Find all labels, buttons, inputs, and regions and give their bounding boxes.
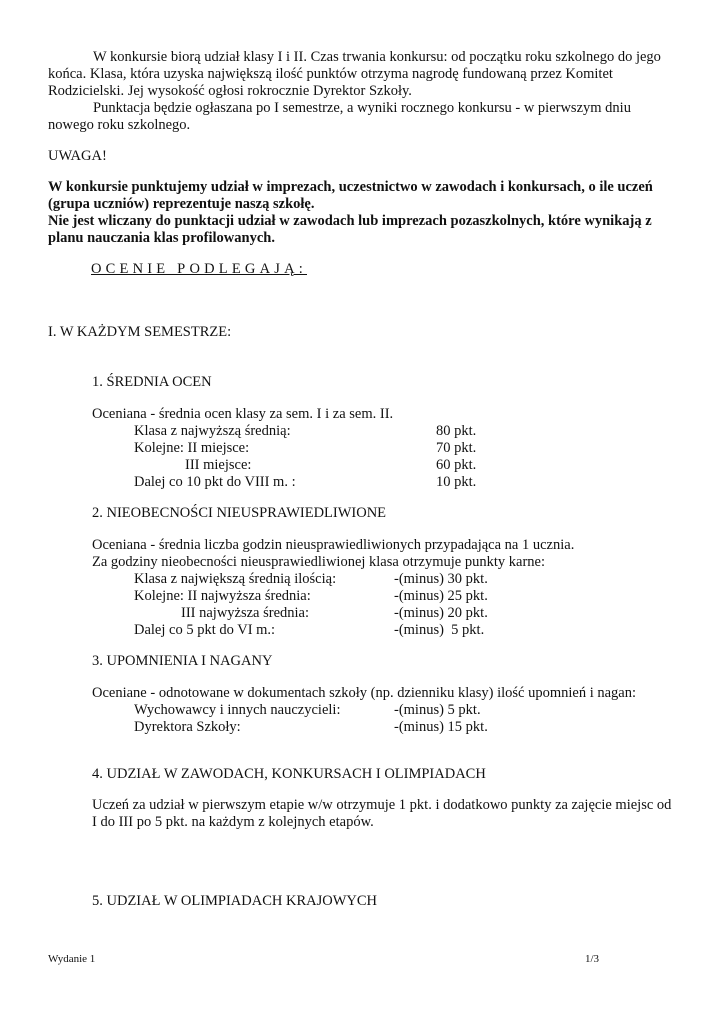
section-1-heading: I. W KAŻDYM SEMESTRZE: (48, 324, 232, 340)
s1-row-label: III miejsce: (185, 457, 252, 473)
s3-desc: Oceniane - odnotowane w dokumentach szkoły (np. dzienniku klasy) ilość upomnień i nagan: (92, 685, 637, 701)
s2-row-value: -(minus) 25 pkt. (394, 588, 488, 604)
s2-row-label: Dalej co 5 pkt do VI m.: (134, 622, 276, 638)
s2-desc1: Oceniana - średnia liczba godzin nieusprawiedliwionych przypadająca na 1 ucznia. (92, 537, 575, 553)
s2-row-value: -(minus) 30 pkt. (394, 571, 488, 587)
s4-line2: I do III po 5 pkt. na każdym z kolejnych etapów. (92, 814, 374, 830)
s3-row-value: -(minus) 5 pkt. (394, 702, 481, 718)
notice-line4: planu nauczania klas profilowanych. (48, 230, 275, 246)
s1-title: 1. ŚREDNIA OCEN (92, 374, 212, 390)
s2-row-value: -(minus) 5 pkt. (394, 622, 485, 638)
intro-p2-line1: Punktacja będzie ogłaszana po I semestrze, a wyniki rocznego konkursu - w pierwszym dniu (93, 100, 631, 116)
notice-line2: (grupa uczniów) reprezentuje naszą szkołę. (48, 196, 315, 212)
s2-title: 2. NIEOBECNOŚCI NIEUSPRAWIEDLIWIONE (92, 505, 387, 521)
s1-row-value: 10 pkt. (436, 474, 477, 490)
intro-p1-line1: W konkursie biorą udział klasy I i II. Czas trwania konkursu: od początku roku szkolnego do jego (93, 49, 661, 65)
s3-row-value: -(minus) 15 pkt. (394, 719, 488, 735)
footer-edition: Wydanie 1 (48, 953, 96, 965)
s1-row-label: Klasa z najwyższą średnią: (134, 423, 291, 439)
s4-title: 4. UDZIAŁ W ZAWODACH, KONKURSACH I OLIMPIADACH (92, 766, 486, 782)
s4-line1: Uczeń za udział w pierwszym etapie w/w otrzymuje 1 pkt. i dodatkowo punkty za zajęcie miejsc od (92, 797, 672, 813)
s2-desc2: Za godziny nieobecności nieusprawiedliwionej klasa otrzymuje punkty karne: (92, 554, 545, 570)
notice-line1: W konkursie punktujemy udział w imprezach, uczestnictwo w zawodach i konkursach, o ile uczeń (48, 179, 653, 195)
s2-row-label: Kolejne: II najwyższa średnia: (134, 588, 311, 604)
s3-title: 3. UPOMNIENIA I NAGANY (92, 653, 273, 669)
s1-row-value: 60 pkt. (436, 457, 477, 473)
notice-line3: Nie jest wliczany do punktacji udział w zawodach lub imprezach pozaszkolnych, które wynikają z (48, 213, 652, 229)
s5-title: 5. UDZIAŁ W OLIMPIADACH KRAJOWYCH (92, 893, 378, 909)
s1-row-label: Kolejne: II miejsce: (134, 440, 250, 456)
s1-row-value: 80 pkt. (436, 423, 477, 439)
oceny-heading: OCENIE PODLEGAJĄ: (91, 261, 307, 277)
intro-p1-line2: końca. Klasa, która uzyska największą ilość punktów otrzyma nagrodę fundowaną przez Komitet (48, 66, 613, 82)
s2-row-label: III najwyższa średnia: (181, 605, 310, 621)
s2-row-label: Klasa z największą średnią ilością: (134, 571, 337, 587)
s1-row-value: 70 pkt. (436, 440, 477, 456)
intro-p2-line2: nowego roku szkolnego. (48, 117, 191, 133)
s1-desc: Oceniana - średnia ocen klasy za sem. I i za sem. II. (92, 406, 394, 422)
s2-row-value: -(minus) 20 pkt. (394, 605, 488, 621)
s3-row-label: Dyrektora Szkoły: (134, 719, 241, 735)
s1-row-label: Dalej co 10 pkt do VIII m. : (134, 474, 296, 490)
footer-page-number: 1/3 (585, 953, 600, 965)
s3-row-label: Wychowawcy i innych nauczycieli: (134, 702, 341, 718)
uwaga-label: UWAGA! (48, 148, 107, 164)
intro-p1-line3: Rodzicielski. Jej wysokość ogłosi rokrocznie Dyrektor Szkoły. (48, 83, 412, 99)
document-page (48, 0, 678, 1024)
